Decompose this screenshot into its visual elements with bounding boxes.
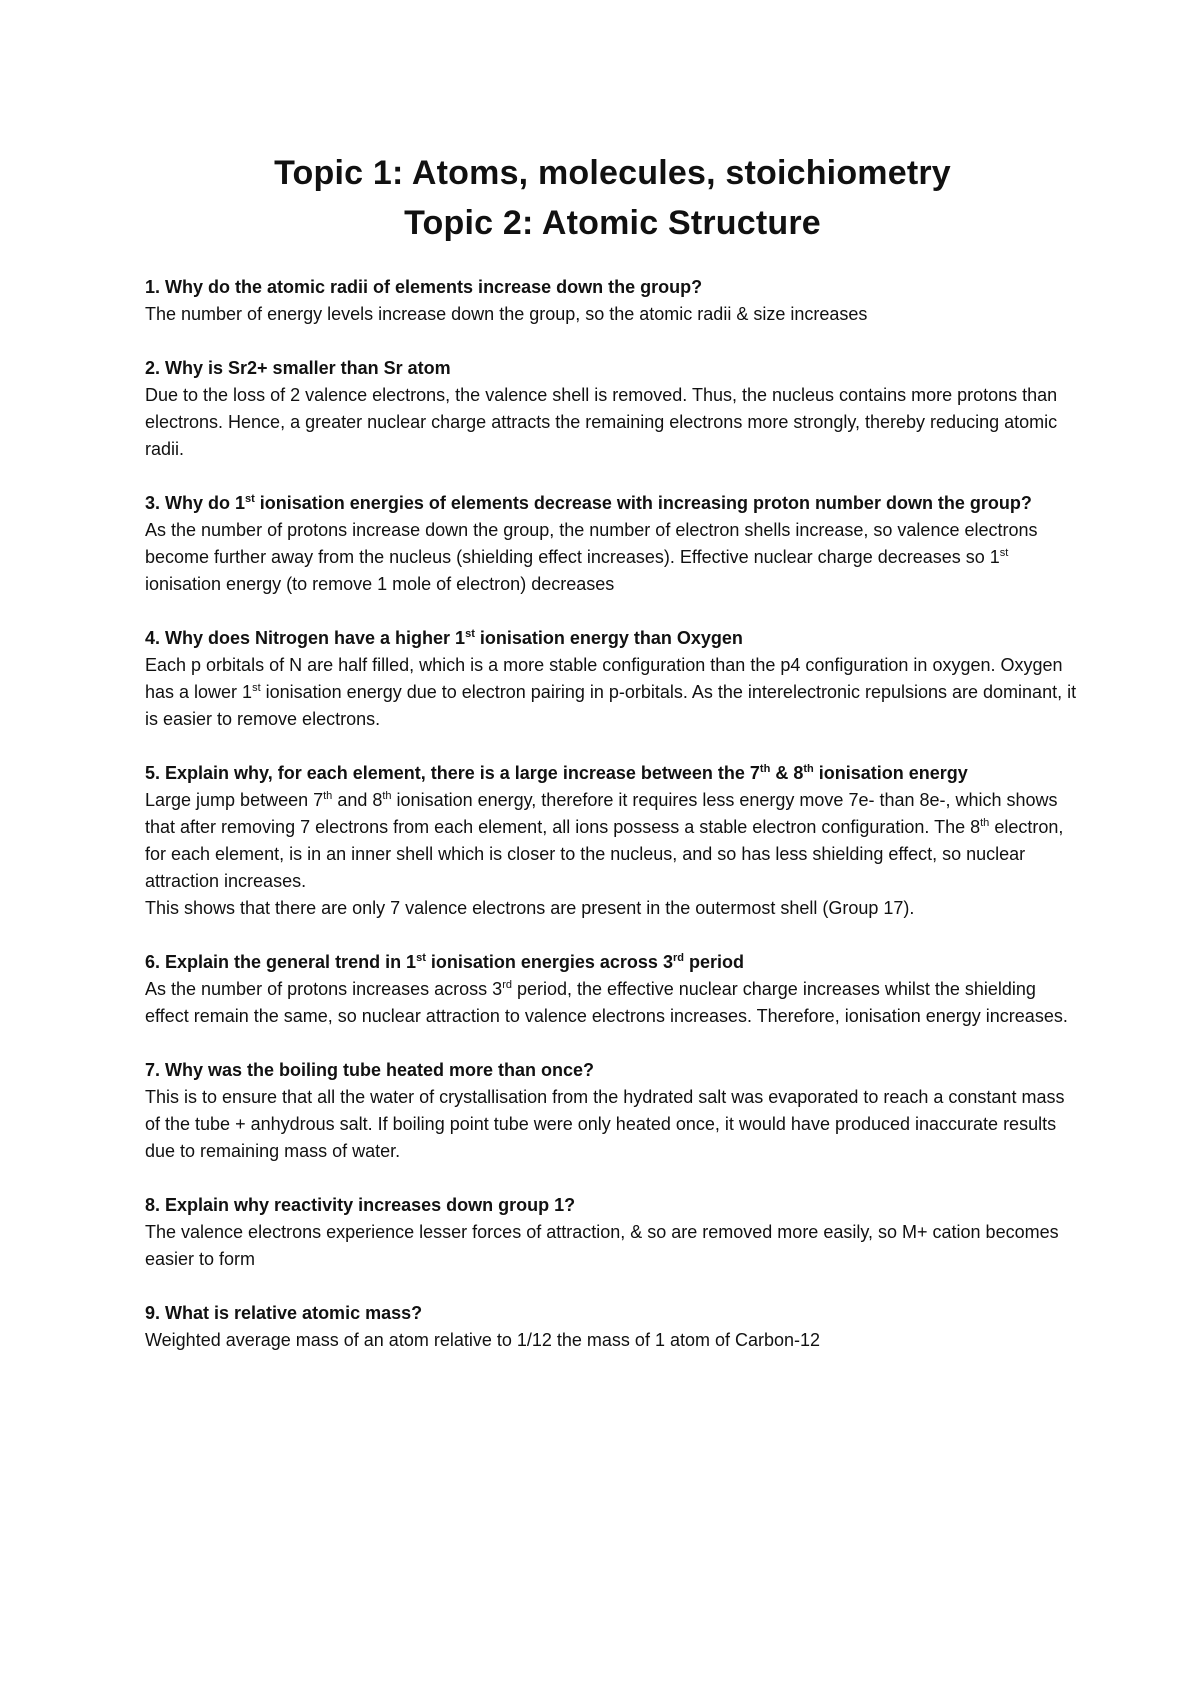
question-6-text: ionisation energies across 3 [425,952,673,972]
question-6-text: 6. Explain the general trend in 1 [145,952,417,972]
question-3-superscript: st [245,493,255,505]
qa-item-5 [145,760,1080,922]
question-3-text: ionisation energies of elements decrease with increasing proton number down the group? [254,493,1032,513]
answer-6 [145,976,1080,1030]
answer-5-text: and 8 [332,790,383,810]
question-6-superscript: st [416,952,426,964]
qa-item-4 [145,625,1080,733]
answer-5-superscript: th [382,790,392,802]
question-5-text: & 8 [770,763,804,783]
question-4 [145,625,1080,652]
answer-5-superscript: th [323,790,333,802]
answer-5-conclusion: This shows that there are only 7 valence electrons are present in the outermost shell (Group 17). [145,898,915,918]
question-4-text: ionisation energy than Oxygen [474,628,743,648]
answer-3-text: ionisation energy (to remove 1 mole of electron) decreases [145,574,615,594]
question-5-superscript: th [803,763,814,775]
answer-3-superscript: st [999,547,1009,559]
qa-item-7 [145,1057,1080,1165]
question-5-text: ionisation energy [813,763,968,783]
question-5-text: 5. Explain why, for each element, there is a large increase between the 7 [145,763,760,783]
answer-6-text: period, the effective nuclear charge increases whilst the shielding effect remain the same, so nuclear attraction to valence electrons increases. Therefore, ionisation energy increases. [145,979,1068,1026]
qa-item-9 [145,1300,1080,1354]
page-title: Topic 1: Atoms, molecules, stoichiometry [274,154,951,192]
question-4-superscript: st [465,628,475,640]
question-3-text: 3. Why do 1 [145,493,246,513]
title-block [145,148,1080,248]
answer-4-superscript: st [252,682,261,694]
answer-7: This is to ensure that all the water of crystallisation from the hydrated salt was evaporated to reach a constant mass of the tube + anhydrous salt. If boiling point tube were only heated once, it would have produced inaccurate results due to remaining mass of water. [145,1087,1065,1161]
question-8: 8. Explain why reactivity increases down group 1? [145,1195,576,1215]
answer-6-superscript: rd [502,979,512,991]
qa-item-2 [145,355,1080,463]
question-9: 9. What is relative atomic mass? [145,1303,423,1323]
question-6-superscript: rd [672,952,684,964]
question-7: 7. Why was the boiling tube heated more than once? [145,1060,595,1080]
answer-8: The valence electrons experience lesser forces of attraction, & so are removed more easily, so M+ cation becomes easier to form [145,1222,1059,1269]
qa-item-8 [145,1192,1080,1273]
answer-6-text: As the number of protons increases across 3 [145,979,503,999]
answer-2: Due to the loss of 2 valence electrons, the valence shell is removed. Thus, the nucleus contains more protons than electrons. Hence, a greater nuclear charge attracts the remaining electrons more strongly, thereby reducing atomic radii. [145,385,1058,459]
answer-3 [145,517,1080,598]
answer-4 [145,652,1080,733]
answer-5-text: electron, for each element, is in an inner shell which is closer to the nucleus, and so has less shielding effect, so nuclear attraction increases. [145,817,1064,891]
answer-5-superscript: th [980,817,990,829]
question-1: 1. Why do the atomic radii of elements increase down the group? [145,277,703,297]
question-3 [145,490,1080,517]
answer-3-text: As the number of protons increase down the group, the number of electron shells increase, so valence electrons become further away from the nucleus (shielding effect increases). Effective nuclear charge decreases so 1 [145,520,1038,567]
answer-9: Weighted average mass of an atom relative to 1/12 the mass of 1 atom of Carbon-12 [145,1330,821,1350]
question-2: 2. Why is Sr2+ smaller than Sr atom [145,358,451,378]
answer-5 [145,787,1080,895]
answer-1: The number of energy levels increase down the group, so the atomic radii & size increases [145,304,868,324]
question-5 [145,760,1080,787]
qa-item-6 [145,949,1080,1030]
answer-4-text: ionisation energy due to electron pairing in p-orbitals. As the interelectronic repulsions are dominant, it is easier to remove electrons. [145,682,1077,729]
answer-5-text: ionisation energy, therefore it requires less energy move 7e- than 8e-, which shows that after removing 7 electrons from each element, all ions possess a stable electron configuration. The 8 [145,790,1058,837]
answer-5-text: Large jump between 7 [145,790,324,810]
qa-item-3 [145,490,1080,598]
question-5-superscript: th [759,763,771,775]
page-subtitle: Topic 2: Atomic Structure [404,204,821,242]
question-6-text: period [683,952,744,972]
question-4-text: 4. Why does Nitrogen have a higher 1 [145,628,466,648]
answer-4-text: Each p orbitals of N are half filled, which is a more stable configuration than the p4 configuration in oxygen. Oxygen has a lower 1 [145,655,1063,702]
qa-item-1 [145,274,1080,328]
question-6 [145,949,1080,976]
